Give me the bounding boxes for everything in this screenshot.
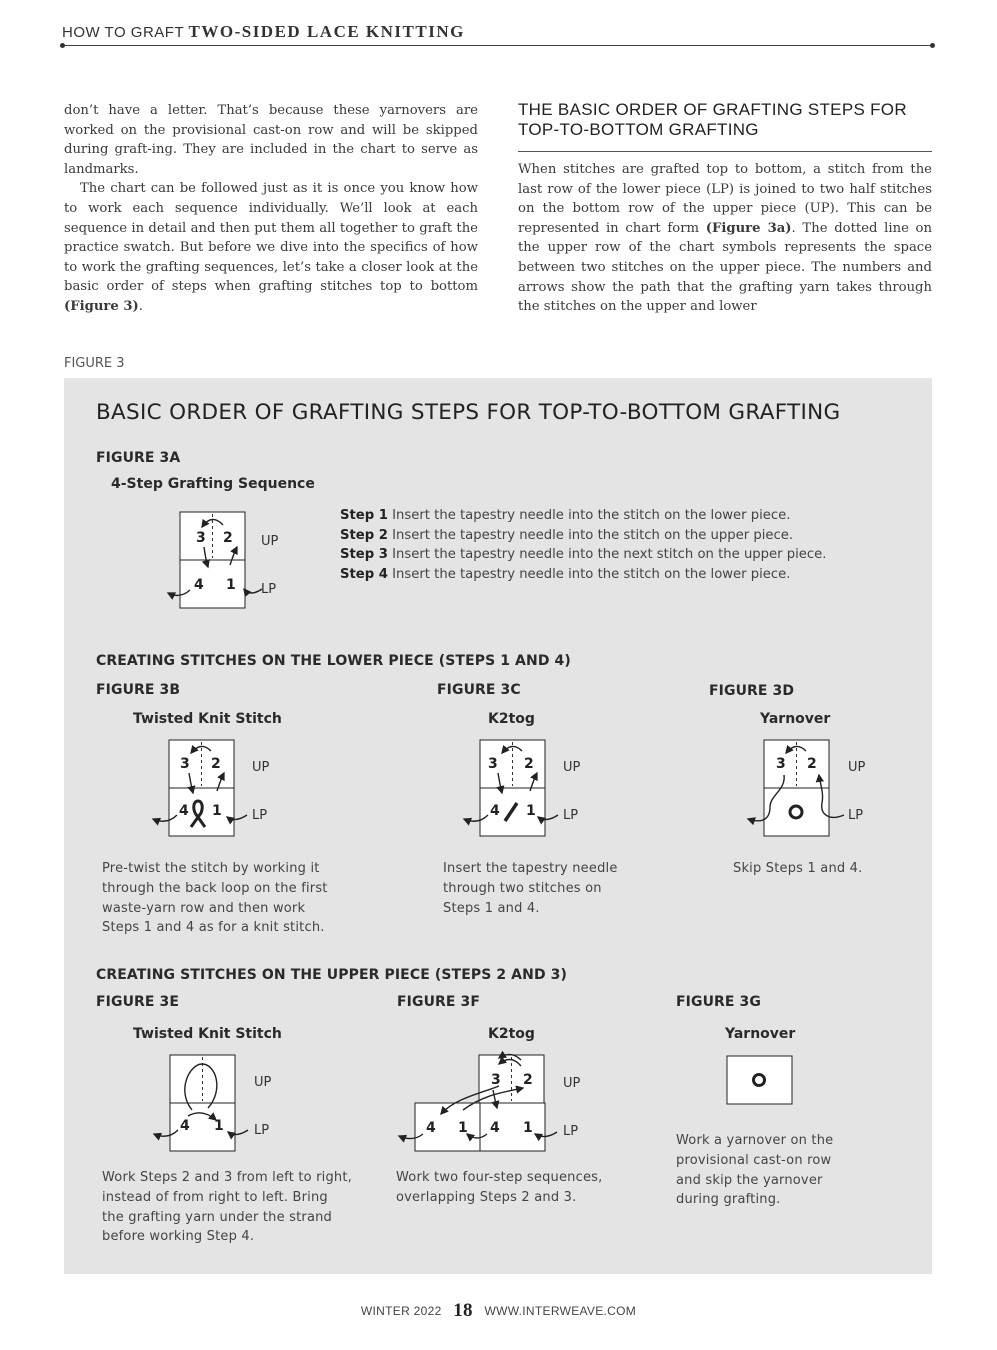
chart-3b-up-label: UP	[252, 760, 270, 775]
caption-line: Work two four-step sequences,	[396, 1170, 603, 1185]
page-footer	[0, 1299, 997, 1321]
chart-3f-num-1b: 1	[523, 1120, 533, 1136]
chart-3c	[456, 735, 596, 845]
chart-3a-lp-label: LP	[261, 582, 277, 597]
caption-line: Steps 1 and 4.	[443, 900, 540, 916]
chart-3c-lp-label: LP	[563, 808, 579, 823]
right-paragraph	[518, 160, 932, 317]
left-p2-end: .	[138, 298, 143, 314]
chart-3c-num-1: 1	[526, 803, 536, 819]
chart-3d-lp-label: LP	[848, 808, 864, 823]
header-prefix: HOW TO GRAFT	[62, 24, 184, 41]
step-item	[340, 526, 826, 546]
caption-line: instead of from right to left. Bring	[102, 1189, 328, 1205]
right-column	[518, 160, 932, 317]
chart-3f-num-1a: 1	[458, 1120, 468, 1136]
step-2-label: Step 2	[340, 527, 388, 543]
chart-3b	[145, 735, 285, 845]
figure-3f-caption	[396, 1168, 602, 1208]
step-2-text: Insert the tapestry needle into the stitch on the upper piece.	[387, 527, 794, 543]
chart-3f-lp-label: LP	[563, 1124, 579, 1139]
figure-3a-reference: (Figure 3a)	[705, 220, 792, 236]
left-column	[64, 101, 478, 317]
chart-3b-num-2: 2	[211, 756, 221, 772]
chart-3f	[395, 1050, 595, 1160]
caption-line: Pre-twist the stitch by working it	[102, 861, 320, 876]
step-item	[340, 545, 826, 565]
caption-line: Skip Steps 1 and 4.	[733, 861, 863, 876]
upper-piece-heading: CREATING STITCHES ON THE UPPER PIECE (STEPS 2 AND 3)	[96, 967, 567, 983]
figure-3f-subtitle: K2tog	[488, 1026, 535, 1042]
chart-3d	[740, 735, 880, 845]
step-4-text: Insert the tapestry needle into the stitch on the lower piece.	[387, 566, 791, 582]
figure-3a-label: FIGURE 3A	[96, 450, 181, 466]
figure-3g-caption	[676, 1131, 833, 1210]
caption-line: Steps 1 and 4 as for a knit stitch.	[102, 920, 325, 936]
caption-line: Work Steps 2 and 3 from left to right,	[102, 1170, 352, 1185]
header-rule-dot-right	[930, 43, 935, 48]
chart-3b-lp-label: LP	[252, 808, 268, 823]
chart-3d-num-2: 2	[807, 756, 817, 772]
figure-3c-caption	[443, 859, 618, 918]
figure-3-label: FIGURE 3	[64, 356, 125, 371]
figure-3b-subtitle: Twisted Knit Stitch	[133, 711, 282, 727]
figure-3c-label: FIGURE 3C	[437, 682, 521, 698]
caption-line: provisional cast-on row	[676, 1152, 832, 1168]
running-header	[62, 22, 465, 42]
right-p-end: . The dotted line on the upper row of the chart symbols represents the space between two stitches on the upper piece. The numbers and arrows show the path that the grafting yarn takes through the stitches on the upper and lower	[518, 220, 932, 315]
chart-3a-num-2: 2	[223, 530, 233, 546]
left-paragraph-2	[64, 179, 478, 316]
caption-line: the grafting yarn under the strand	[102, 1209, 333, 1225]
left-paragraph-1: don’t have a letter. That’s because these yarnovers are worked on the provisional cast-on row and will be skipped during graft-ing. They are included in the chart to serve as landmarks.	[64, 103, 478, 177]
caption-line: through two stitches on	[443, 880, 602, 896]
chart-3e-num-4: 4	[180, 1118, 190, 1134]
figure-3g-subtitle: Yarnover	[725, 1026, 796, 1042]
chart-3e-lp-label: LP	[254, 1123, 270, 1138]
step-1-label: Step 1	[340, 508, 388, 523]
chart-3e	[146, 1050, 286, 1160]
figure-3b-label: FIGURE 3B	[96, 682, 181, 698]
chart-3e-up-label: UP	[254, 1075, 272, 1090]
caption-line: Work a yarnover on the	[676, 1133, 834, 1148]
right-p-text: When stitches are grafted top to bottom, a stitch from the last row of the lower piece (LP) is joined to two half stitches on the bottom row of the upper piece (UP). This can be represented in chart form	[518, 162, 932, 236]
footer-site: WWW.INTERWEAVE.COM	[484, 1304, 637, 1318]
right-heading-rule	[518, 151, 932, 152]
chart-3a-up-label: UP	[261, 534, 279, 549]
chart-3f-num-4b: 4	[490, 1120, 500, 1136]
caption-line: through the back loop on the first	[102, 880, 328, 896]
chart-3c-num-3: 3	[488, 756, 498, 772]
figure-3d-subtitle: Yarnover	[760, 711, 831, 727]
chart-3a	[150, 505, 290, 615]
chart-3d-up-label: UP	[848, 760, 866, 775]
figure-3-reference: (Figure 3)	[64, 298, 139, 314]
chart-3f-num-4a: 4	[426, 1120, 436, 1136]
right-column-heading: THE BASIC ORDER OF GRAFTING STEPS FOR TOP-TO-BOTTOM GRAFTING	[518, 100, 907, 139]
caption-line: before working Step 4.	[102, 1229, 255, 1245]
page-number: 18	[453, 1300, 473, 1321]
step-3-label: Step 3	[340, 547, 388, 563]
chart-3a-num-3: 3	[196, 530, 206, 546]
step-item	[340, 506, 826, 526]
caption-line: Insert the tapestry needle	[443, 861, 618, 876]
chart-3a-num-4: 4	[194, 577, 204, 593]
panel-title: BASIC ORDER OF GRAFTING STEPS FOR TOP-TO-BOTTOM GRAFTING	[96, 400, 841, 425]
footer-issue: WINTER 2022	[360, 1304, 442, 1318]
figure-3c-subtitle: K2tog	[488, 711, 535, 727]
header-rule-dot-left	[60, 43, 65, 48]
figure-3f-label: FIGURE 3F	[397, 994, 481, 1010]
caption-line: waste-yarn row and then work	[102, 900, 306, 916]
figure-3e-subtitle: Twisted Knit Stitch	[133, 1026, 282, 1042]
left-p2-text: The chart can be followed just as it is once you know how to work each sequence individually. We’ll look at each sequence in detail and then put them all together to graft the practice swatch. But before we dive into the specifics of how to work the grafting sequences, let’s take a closer look at the basic order of steps when grafting stitches top to bottom	[64, 181, 478, 295]
figure-3e-label: FIGURE 3E	[96, 994, 180, 1010]
step-4-label: Step 4	[340, 566, 388, 582]
chart-3a-num-1: 1	[226, 577, 236, 593]
step-1-text: Insert the tapestry needle into the stitch on the lower piece.	[387, 508, 791, 523]
chart-3b-num-1: 1	[212, 803, 222, 819]
chart-3d-num-3: 3	[776, 756, 786, 772]
header-title: TWO-SIDED LACE KNITTING	[188, 22, 465, 41]
figure-3e-caption	[102, 1168, 352, 1247]
figure-3a-subtitle: 4-Step Grafting Sequence	[111, 476, 315, 492]
chart-3c-up-label: UP	[563, 760, 581, 775]
caption-line: during grafting.	[676, 1192, 781, 1208]
chart-3g	[720, 1052, 800, 1112]
caption-line: overlapping Steps 2 and 3.	[396, 1189, 577, 1205]
chart-3f-num-3: 3	[491, 1072, 501, 1088]
chart-3f-num-2: 2	[523, 1072, 533, 1088]
chart-3e-num-1: 1	[214, 1118, 224, 1134]
chart-3b-num-4: 4	[179, 803, 189, 819]
figure-3d-label: FIGURE 3D	[709, 683, 795, 699]
step-list	[340, 506, 826, 584]
chart-3c-num-2: 2	[524, 756, 534, 772]
caption-line: and skip the yarnover	[676, 1172, 823, 1188]
chart-3f-up-label: UP	[563, 1076, 581, 1091]
chart-3c-num-4: 4	[490, 803, 500, 819]
step-3-text: Insert the tapestry needle into the next stitch on the upper piece.	[387, 547, 827, 563]
figure-3g-label: FIGURE 3G	[676, 994, 761, 1010]
header-rule	[62, 45, 934, 46]
step-item	[340, 565, 826, 585]
figure-3d-caption	[733, 859, 862, 879]
chart-3b-num-3: 3	[180, 756, 190, 772]
lower-piece-heading: CREATING STITCHES ON THE LOWER PIECE (STEPS 1 AND 4)	[96, 653, 571, 669]
figure-3b-caption	[102, 859, 328, 938]
